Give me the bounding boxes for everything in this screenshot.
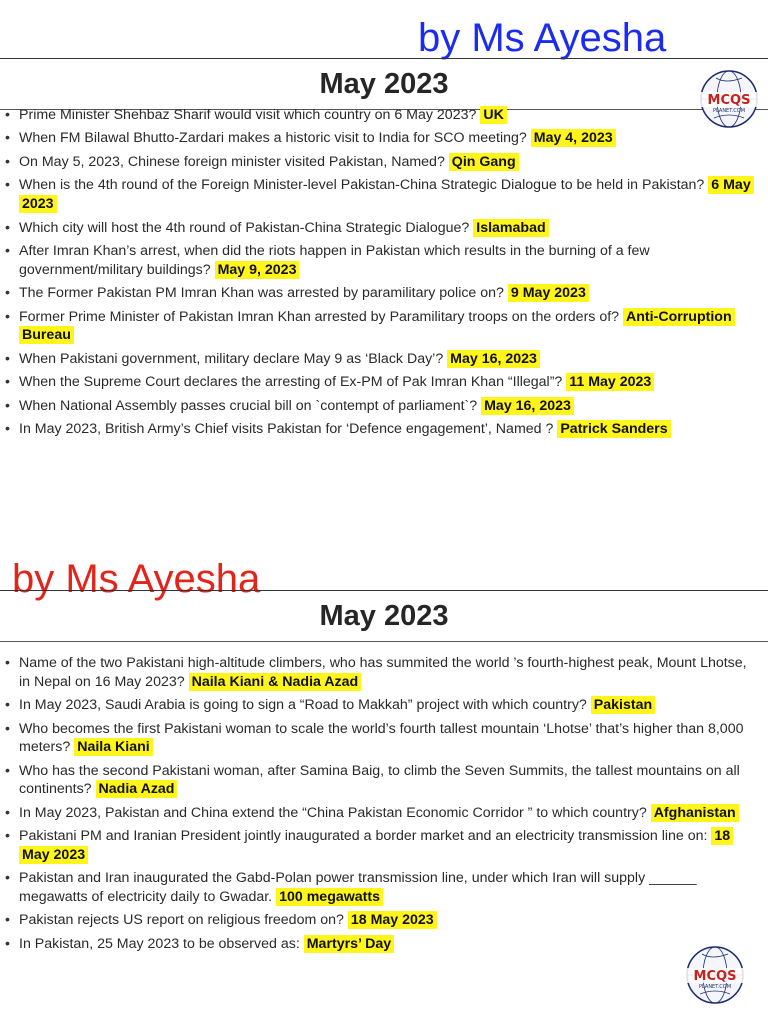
question-item	[0, 308, 758, 345]
question-list-bottom	[0, 654, 758, 958]
answer-highlight: Anti-Corruption Bureau	[19, 308, 735, 345]
question-item	[0, 129, 758, 148]
question-text: Pakistan and Iran inaugurated the Gabd-Polan power transmission line, under which Iran will supply ______ megawatts of electricity daily to Gwadar.	[19, 870, 697, 905]
question-text: When the Supreme Court declares the arresting of Ex-PM of Pak Imran Khan “Illegal”?	[19, 374, 563, 391]
author-credit-top: by Ms Ayesha	[418, 16, 667, 60]
question-list-top	[0, 106, 758, 444]
question-text: When is the 4th round of the Foreign Minister-level Pakistan-China Strategic Dialogue to be held in Pakistan?	[19, 177, 705, 194]
answer-highlight: May 16, 2023	[447, 350, 540, 368]
answer-highlight: May 9, 2023	[215, 261, 300, 279]
author-credit-bottom: by Ms Ayesha	[12, 557, 261, 601]
answer-highlight: Afghanistan	[651, 804, 739, 822]
answer-highlight: Qin Gang	[449, 153, 519, 171]
answer-highlight: 6 May 2023	[19, 176, 754, 213]
answer-highlight: 11 May 2023	[566, 373, 654, 391]
question-text: When FM Bilawal Bhutto-Zardari makes a historic visit to India for SCO meeting?	[19, 130, 527, 147]
answer-highlight: 18 May 2023	[19, 827, 733, 864]
question-text: Which city will host the 4th round of Pakistan-China Strategic Dialogue?	[19, 219, 470, 236]
question-text: Who becomes the first Pakistani woman to scale the world’s fourth tallest mountain ‘Lhotse’ that’s higher than 8,000 meters?	[19, 720, 744, 756]
answer-highlight: Martyrs’ Day	[304, 935, 394, 953]
logo-subtext: PLANET.COM	[712, 108, 746, 114]
answer-highlight: May 16, 2023	[481, 397, 574, 415]
question-item	[0, 219, 758, 238]
question-text: The Former Pakistan PM Imran Khan was arrested by paramilitary police on?	[19, 285, 504, 302]
question-item	[0, 106, 758, 125]
slide-title-bottom: May 2023	[0, 590, 768, 642]
question-item	[0, 762, 758, 799]
question-text: Former Prime Minister of Pakistan Imran Khan arrested by Paramilitary troops on the orders of?	[19, 308, 620, 325]
question-item	[0, 242, 758, 279]
answer-highlight: Islamabad	[473, 219, 548, 237]
mcqs-planet-logo-bottom	[680, 944, 750, 1006]
answer-highlight: Patrick Sanders	[557, 420, 670, 438]
question-item	[0, 397, 758, 416]
logo-subtext: PLANET.COM	[698, 984, 732, 990]
question-item	[0, 935, 758, 954]
question-text: When Pakistani government, military declare May 9 as ‘Black Day’?	[19, 350, 444, 367]
question-item	[0, 911, 758, 930]
question-text: In May 2023, Saudi Arabia is going to sign a “Road to Makkah” project with which country?	[19, 697, 587, 714]
question-text: In May 2023, Pakistan and China extend the “China Pakistan Economic Corridor ” to which country?	[19, 804, 647, 821]
question-text: When National Assembly passes crucial bill on `contempt of parliament`?	[19, 397, 478, 414]
question-text: On May 5, 2023, Chinese foreign minister visited Pakistan, Named?	[19, 153, 445, 170]
question-item	[0, 696, 758, 715]
question-text: Who has the second Pakistani woman, after Samina Baig, to climb the Seven Summits, the tallest mountains on all continents?	[19, 762, 740, 798]
question-item	[0, 284, 758, 303]
answer-highlight: UK	[480, 106, 507, 124]
answer-highlight: Nadia Azad	[96, 780, 178, 798]
answer-highlight: Naila Kiani & Nadia Azad	[189, 673, 362, 691]
answer-highlight: Pakistan	[591, 696, 655, 714]
question-item	[0, 176, 758, 213]
question-item	[0, 420, 758, 439]
slide-title-top: May 2023	[0, 58, 768, 110]
question-item	[0, 373, 758, 392]
logo-wordmark: MCQS	[707, 93, 751, 108]
answer-highlight: 18 May 2023	[348, 911, 437, 929]
question-text: Pakistan rejects US report on religious freedom on?	[19, 912, 344, 929]
mcqs-planet-logo	[694, 68, 764, 130]
question-item	[0, 804, 758, 823]
answer-highlight: 9 May 2023	[508, 284, 589, 302]
question-text: In May 2023, British Army’s Chief visits Pakistan for ‘Defence engagement’, Named ?	[19, 421, 554, 438]
question-text: Prime Minister Shehbaz Sharif would visit which country on 6 May 2023?	[19, 107, 477, 123]
question-item	[0, 654, 758, 691]
question-text: Name of the two Pakistani high-altitude climbers, who has summited the world ’s fourth-highest peak, Mount Lhotse, in Nepal on 16 May 2023?	[19, 655, 747, 690]
question-item	[0, 153, 758, 172]
question-text: In Pakistan, 25 May 2023 to be observed as:	[19, 935, 300, 952]
question-text: Pakistani PM and Iranian President jointly inaugurated a border market and an electricity transmission line on:	[19, 828, 708, 845]
question-item	[0, 827, 758, 864]
answer-highlight: 100 megawatts	[276, 888, 383, 906]
question-text: After Imran Khan’s arrest, when did the riots happen in Pakistan which results in the burning of a few government/military buildings?	[19, 243, 650, 278]
answer-highlight: May 4, 2023	[531, 129, 616, 147]
question-item	[0, 350, 758, 369]
question-item	[0, 720, 758, 757]
answer-highlight: Naila Kiani	[74, 738, 153, 756]
question-item	[0, 869, 758, 906]
logo-wordmark: MCQS	[693, 969, 737, 984]
